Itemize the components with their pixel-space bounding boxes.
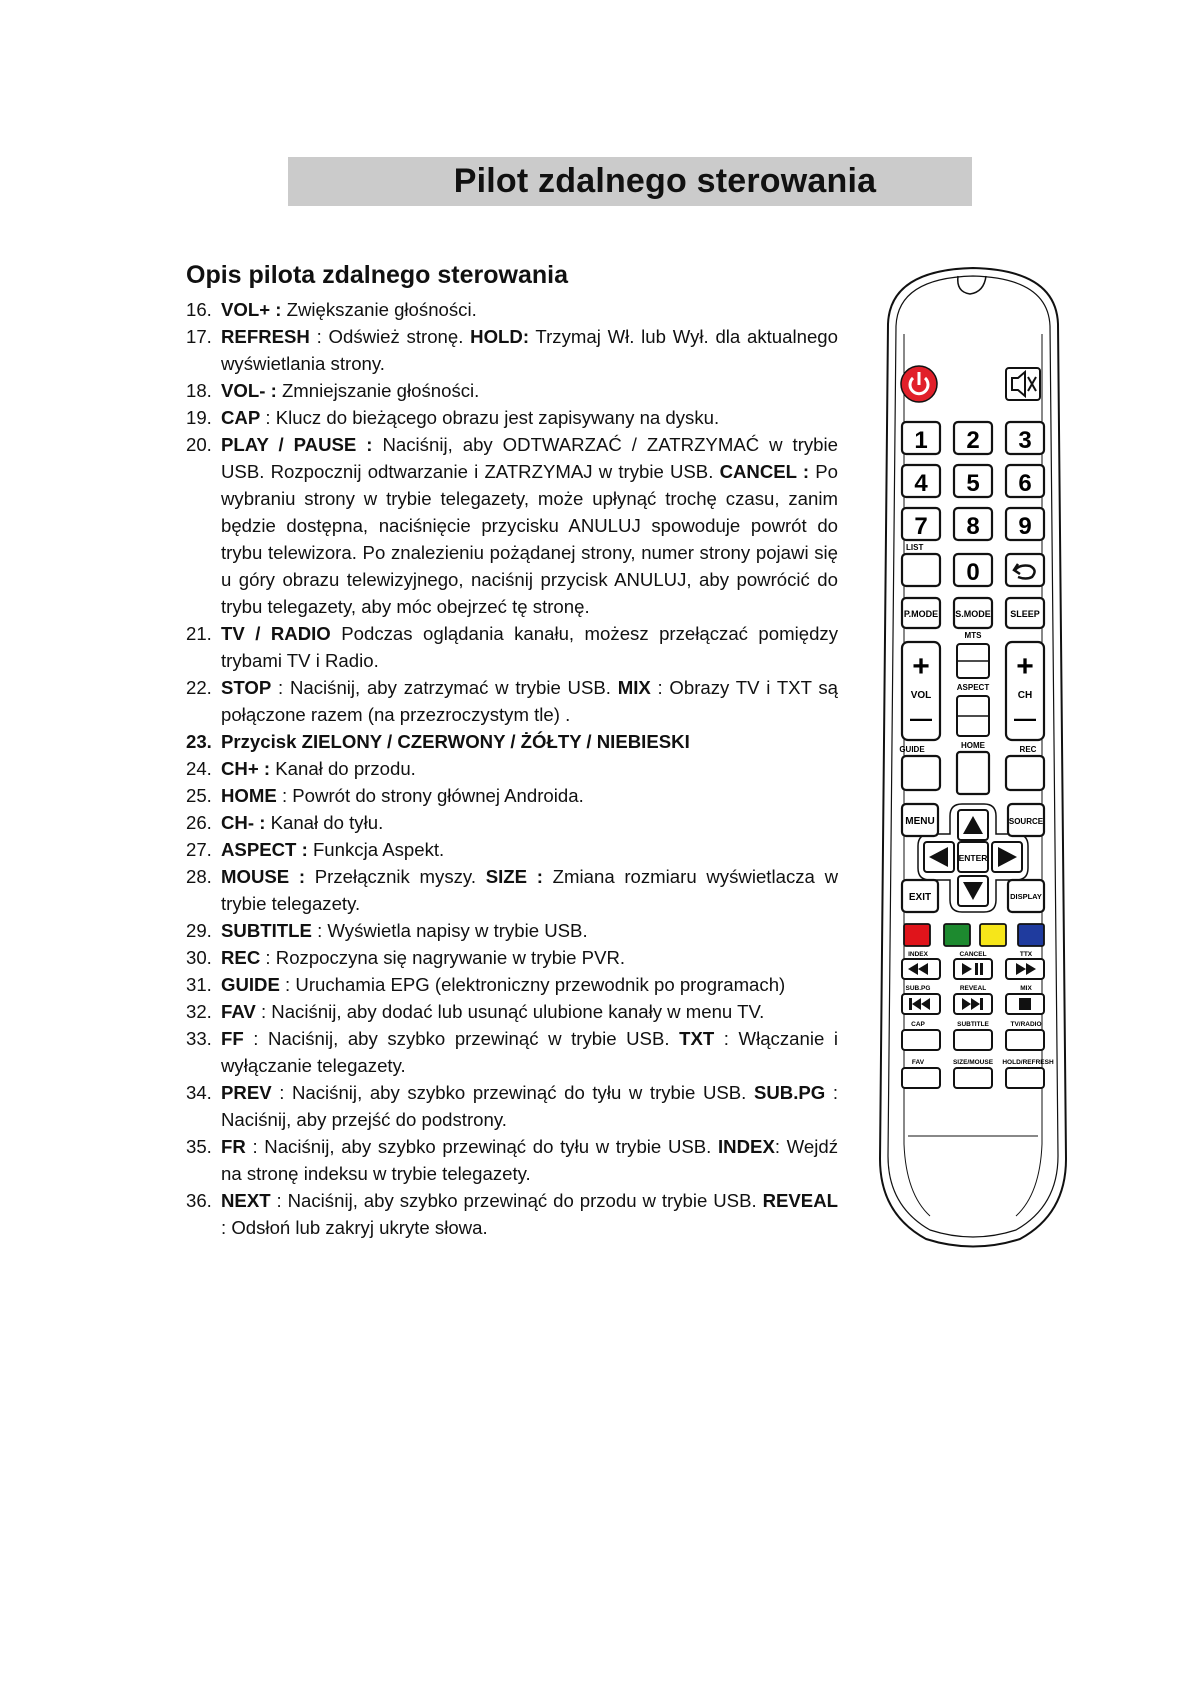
item-key: PREV (221, 1082, 272, 1103)
ch-minus-label: — (1014, 706, 1036, 731)
mts-label: MTS (964, 631, 982, 640)
section-heading: Opis pilota zdalnego sterowania (186, 261, 569, 289)
size-mouse-label: SIZE/MOUSE (952, 1059, 994, 1066)
cap-label: CAP (911, 1021, 925, 1028)
play-pause-button[interactable] (954, 959, 992, 979)
svg-text:ENTER: ENTER (958, 853, 988, 863)
item-number: 35. (186, 1136, 212, 1157)
item-key: HOLD: (470, 326, 530, 347)
item-text: : Naciśnij, aby zatrzymać w trybie USB. (271, 677, 618, 698)
title-banner (288, 157, 972, 206)
sub-pg-label: SUB.PG (905, 985, 931, 992)
cap-button[interactable] (902, 1030, 940, 1050)
page-title: Pilot zdalnego sterowania (453, 162, 877, 200)
list-item (186, 620, 838, 674)
item-number: 18. (186, 380, 212, 401)
item-key: MOUSE : (221, 866, 306, 887)
button-description-list (186, 296, 838, 1241)
list-item (186, 755, 838, 782)
svg-text:5: 5 (966, 470, 980, 497)
item-key: CH- : (221, 812, 266, 833)
green-button[interactable] (944, 924, 970, 946)
item-text: : Odsłoń lub zakryj ukryte słowa. (221, 1217, 488, 1238)
svg-text:MENU: MENU (905, 816, 935, 827)
fav-label: FAV (911, 1059, 925, 1066)
list-item (186, 944, 838, 971)
svg-text:EXIT: EXIT (908, 892, 932, 903)
list-item (186, 809, 838, 836)
item-key: SUB.PG (753, 1082, 826, 1103)
item-text: Trzymaj Wł. lub Wył. dla aktualnego wyświetlania strony. (221, 326, 838, 374)
item-key: FAV (221, 1001, 256, 1022)
list-item (186, 431, 838, 620)
cancel-label: CANCEL (959, 951, 987, 958)
list-item (186, 377, 838, 404)
item-key: CAP (221, 407, 261, 428)
svg-text:9: 9 (1018, 513, 1032, 540)
guide-button[interactable] (902, 756, 940, 790)
item-text: Podczas oglądania kanału, możesz przełączać pomiędzy trybami TV i Radio. (221, 623, 839, 671)
subtitle-button[interactable] (954, 1030, 992, 1050)
tv-radio-button[interactable] (1006, 1030, 1044, 1050)
item-number: 19. (186, 407, 212, 428)
item-text: Kanał do przodu. (270, 758, 416, 779)
svg-text:S.MODE: S.MODE (955, 609, 991, 619)
item-text: Funkcja Aspekt. (307, 839, 445, 860)
item-key: REVEAL (762, 1190, 838, 1211)
svg-text:3: 3 (1018, 427, 1032, 454)
item-key: TXT (679, 1028, 715, 1049)
list-item (186, 782, 838, 809)
item-key: SUBTITLE (221, 920, 312, 941)
item-key: REFRESH (221, 326, 310, 347)
item-number: 27. (186, 839, 212, 860)
item-number: 30. (186, 947, 212, 968)
list-item (186, 1025, 838, 1079)
list-item (186, 1133, 838, 1187)
item-number: 33. (186, 1028, 212, 1049)
item-number: 28. (186, 866, 212, 887)
rec-button[interactable] (1006, 756, 1044, 790)
ch-plus-label: + (1016, 650, 1034, 683)
item-text: : Klucz do bieżącego obrazu jest zapisywany na dysku. (260, 407, 720, 428)
item-text: : Włączanie i wyłączanie telegazety. (221, 1028, 838, 1076)
ch-label: CH (1017, 690, 1033, 701)
item-key: NEXT (221, 1190, 271, 1211)
item-key: CANCEL : (719, 461, 810, 482)
item-number: 36. (186, 1190, 212, 1211)
subtitle-label: SUBTITLE (957, 1021, 989, 1028)
rec-label: REC (1019, 745, 1037, 754)
blue-button[interactable] (1018, 924, 1044, 946)
item-text: Zmniejszanie głośności. (276, 380, 480, 401)
item-text: Po wybraniu strony w trybie telegazety, może upłynąć trochę czasu, zanim będzie dostępna, naciśnięcie przycisku ANULUJ spowoduje powrót do trybu telewizora. Po znalezieniu pożądanej strony, numer strony pojawi się u góry obrazu telewizyjnego, naciśnij przycisk ANULUJ, aby powrócić do trybu telegazety, aby móc obejrzeć tę stronę. (221, 461, 838, 617)
mix-label: MIX (1020, 985, 1032, 992)
list-item (186, 296, 838, 323)
item-number: 34. (186, 1082, 212, 1103)
recall-button[interactable] (1006, 554, 1044, 586)
item-text: : Naciśnij, aby przejść do podstrony. (221, 1082, 838, 1130)
item-key: GUIDE (221, 974, 280, 995)
svg-text:P.MODE: P.MODE (903, 609, 939, 619)
item-text: : Naciśnij, aby dodać lub usunąć ulubione kanały w menu TV. (255, 1001, 765, 1022)
size-mouse-button[interactable] (954, 1068, 992, 1088)
svg-text:0: 0 (966, 559, 980, 586)
list-item (186, 674, 838, 728)
hold-refresh-button[interactable] (1006, 1068, 1044, 1088)
item-text: : Wyświetla napisy w trybie USB. (311, 920, 588, 941)
item-text: : Obrazy TV i TXT są połączone razem (na przezroczystym tle) . (221, 677, 838, 725)
item-text: : Naciśnij, aby szybko przewinąć do tyłu w trybie USB. (271, 1082, 754, 1103)
item-text: : Powrót do strony głównej Androida. (276, 785, 584, 806)
item-key: MIX (617, 677, 651, 698)
home-button[interactable] (957, 752, 989, 794)
stop-icon (1019, 998, 1031, 1010)
item-number: 22. (186, 677, 212, 698)
item-number: 31. (186, 974, 212, 995)
item-key: Przycisk ZIELONY / CZERWONY / ŻÓŁTY / NIEBIESKI (221, 731, 690, 752)
list-item (186, 404, 838, 431)
item-key: ASPECT : (221, 839, 308, 860)
item-key: TV / RADIO (221, 623, 331, 644)
item-key: INDEX (718, 1136, 775, 1157)
list-item (186, 1079, 838, 1133)
item-number: 17. (186, 326, 212, 347)
svg-text:1: 1 (914, 427, 928, 454)
item-key: REC (221, 947, 261, 968)
item-text: Przełącznik myszy. (305, 866, 486, 887)
svg-text:SLEEP: SLEEP (1010, 609, 1040, 619)
item-number: 23. (186, 731, 212, 752)
aspect-label: ASPECT (956, 683, 990, 692)
item-text: : Rozpoczyna się nagrywanie w trybie PVR. (260, 947, 626, 968)
item-key: FR (221, 1136, 246, 1157)
list-item (186, 917, 838, 944)
item-key: PLAY / PAUSE : (221, 434, 373, 455)
item-text: : Uruchamia EPG (elektroniczny przewodnik po programach) (279, 974, 786, 995)
item-key: VOL- : (221, 380, 277, 401)
home-label: HOME (961, 741, 985, 750)
yellow-button[interactable] (980, 924, 1006, 946)
vol-plus-label: + (912, 650, 930, 683)
item-number: 29. (186, 920, 212, 941)
list-item (186, 836, 838, 863)
item-text: Kanał do tyłu. (265, 812, 384, 833)
list-item (186, 728, 838, 755)
list-item (186, 863, 838, 917)
svg-text:4: 4 (914, 470, 928, 497)
list-label: LIST (906, 543, 924, 552)
item-text: : Naciśnij, aby szybko przewinąć do tyłu w trybie USB. (245, 1136, 719, 1157)
description-section (186, 258, 838, 1241)
red-button[interactable] (904, 924, 930, 946)
item-number: 32. (186, 1001, 212, 1022)
list-item (186, 971, 838, 998)
item-text: : Naciśnij, aby szybko przewinąć do przodu w trybie USB. (270, 1190, 763, 1211)
reveal-label: REVEAL (959, 985, 987, 992)
list-item (186, 1187, 838, 1241)
item-text: Naciśnij, aby ODTWARZAĆ / ZATRZYMAĆ w trybie USB. Rozpocznij odtwarzanie i ZATRZYMAJ w trybie USB. (221, 434, 838, 482)
vol-minus-label: — (910, 706, 932, 731)
item-number: 16. (186, 299, 212, 320)
tv-radio-label: TV/RADIO (1010, 1021, 1042, 1028)
item-number: 24. (186, 758, 212, 779)
item-number: 21. (186, 623, 212, 644)
guide-label: GUIDE (899, 745, 925, 754)
item-key: VOL+ : (221, 299, 282, 320)
item-number: 20. (186, 434, 212, 455)
item-text: : Naciśnij, aby szybko przewinąć w trybie USB. (243, 1028, 680, 1049)
remote-control-illustration (870, 264, 1076, 1252)
item-key: CH+ : (221, 758, 271, 779)
item-text: Zmiana rozmiaru wyświetlacza w trybie telegazety. (221, 866, 839, 914)
svg-text:8: 8 (966, 513, 980, 540)
svg-text:7: 7 (914, 513, 928, 540)
item-number: 25. (186, 785, 212, 806)
item-text: : Odśwież stronę. (309, 326, 471, 347)
svg-text:SOURCE: SOURCE (1008, 817, 1044, 826)
list-item (186, 323, 838, 377)
list-button[interactable] (902, 554, 940, 586)
fav-button[interactable] (902, 1068, 940, 1088)
item-key: SIZE : (485, 866, 543, 887)
item-text: Zwiększanie głośności. (281, 299, 477, 320)
item-key: FF (221, 1028, 244, 1049)
svg-text:2: 2 (966, 427, 980, 454)
item-text: : Wejdź na stronę indeksu w trybie telegazety. (221, 1136, 838, 1184)
ttx-label: TTX (1019, 951, 1033, 958)
index-label: INDEX (908, 951, 928, 958)
svg-text:DISPLAY: DISPLAY (1010, 892, 1042, 901)
hold-refresh-label: HOLD/REFRESH (1002, 1059, 1054, 1066)
item-number: 26. (186, 812, 212, 833)
list-item (186, 998, 838, 1025)
item-key: HOME (221, 785, 277, 806)
svg-text:6: 6 (1018, 470, 1032, 497)
item-key: STOP (221, 677, 272, 698)
vol-label: VOL (910, 690, 932, 701)
